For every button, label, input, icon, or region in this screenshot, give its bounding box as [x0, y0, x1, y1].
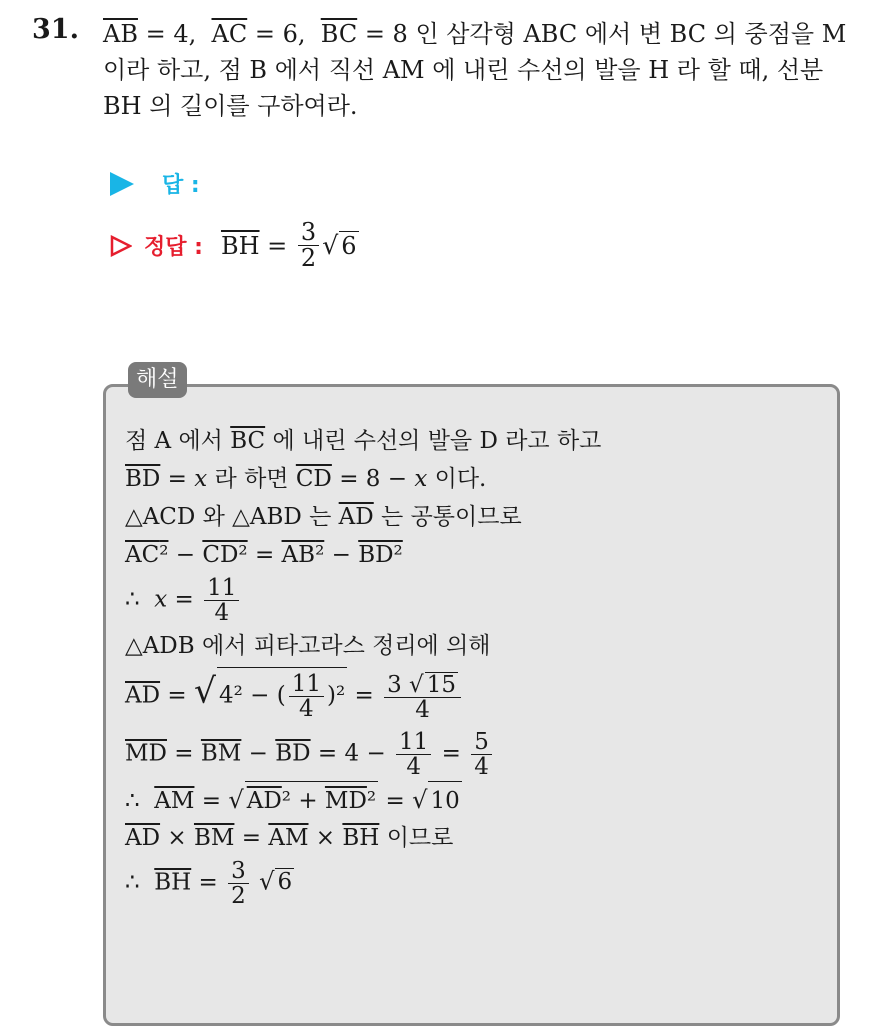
question-line-3: BH 의 길이를 구하여라. [103, 92, 358, 120]
solution-body [125, 422, 835, 910]
solution-line-6: △ADB 에서 피타고라스 정리에 의해 [125, 633, 491, 660]
question-line-2: 이라 하고, 점 B 에서 직선 AM 에 내린 수선의 발을 H 라 할 때, 선분 [103, 56, 824, 84]
solution-line-1: 점 A 에서 $\overline{BC}$ 에 내린 수선의 발을 D 라고 하고 [125, 428, 602, 454]
solution-line-3: △ACD 와 △ABD 는 $\overline{AD}$ 는 공통이므로 [125, 504, 522, 530]
solution-line-10: $\overline{AD} \times \overline{BM} = \overline{AM} \times \overline{BH}$ 이므로 [125, 824, 454, 851]
solution-line-4: AC² − CD² = AB² − BD² [125, 542, 403, 568]
outline-triangle-icon [110, 235, 132, 257]
question-line-1: $\overline{AB} = 4$, $\overline{AC} = 6$, $\overline{BC} = 8$ 인 삼각형 ABC 에서 변 BC 의 중점을 M [103, 20, 847, 48]
question-number: 31. [32, 14, 79, 45]
solution-line-2: $\overline{BD} = x$ 라 하면 $\overline{CD} = 8 - x$ 이다. [125, 466, 487, 492]
correct-answer-segment: $\overline{BH}$ [220, 231, 260, 260]
answer-label: 답 : [162, 173, 200, 198]
solution-line-7: $\overline{AD}$ = √ 4² − ( $\frac{11}{4}$ )² = $\frac{3 √ 15}{4}$ [125, 665, 835, 727]
play-triangle-icon [110, 172, 134, 196]
correct-answer-row: 정답 : $\overline{BH}$ = $\frac{3}{2}$ √ 6 [110, 220, 359, 271]
correct-answer-fraction: $\frac{3}{2}$ [298, 220, 319, 271]
correct-answer-radicand: 6 [341, 232, 357, 261]
answer-row [110, 168, 200, 199]
solution-line-9: ∴ $\overline{AM}$ = √ $AD^2 + \overline{MD}^2$ = √ 10 [125, 781, 835, 819]
solution-line-5: ∴ x = $\frac{11}{4}$ [125, 574, 835, 627]
question-text [103, 16, 873, 124]
correct-answer-label: 정답 : [144, 235, 203, 261]
solution-line-8: $\overline{MD} = \overline{BM} - \overline{BD} = 4$ − $\frac{11}{4}$ = $\frac{5}{4}$ [125, 728, 835, 781]
solution-tab: 해설 [128, 362, 187, 398]
solution-line-11: ∴ $\overline{BH}$ = $\frac{3}{2}$ √ 6 [125, 857, 293, 909]
